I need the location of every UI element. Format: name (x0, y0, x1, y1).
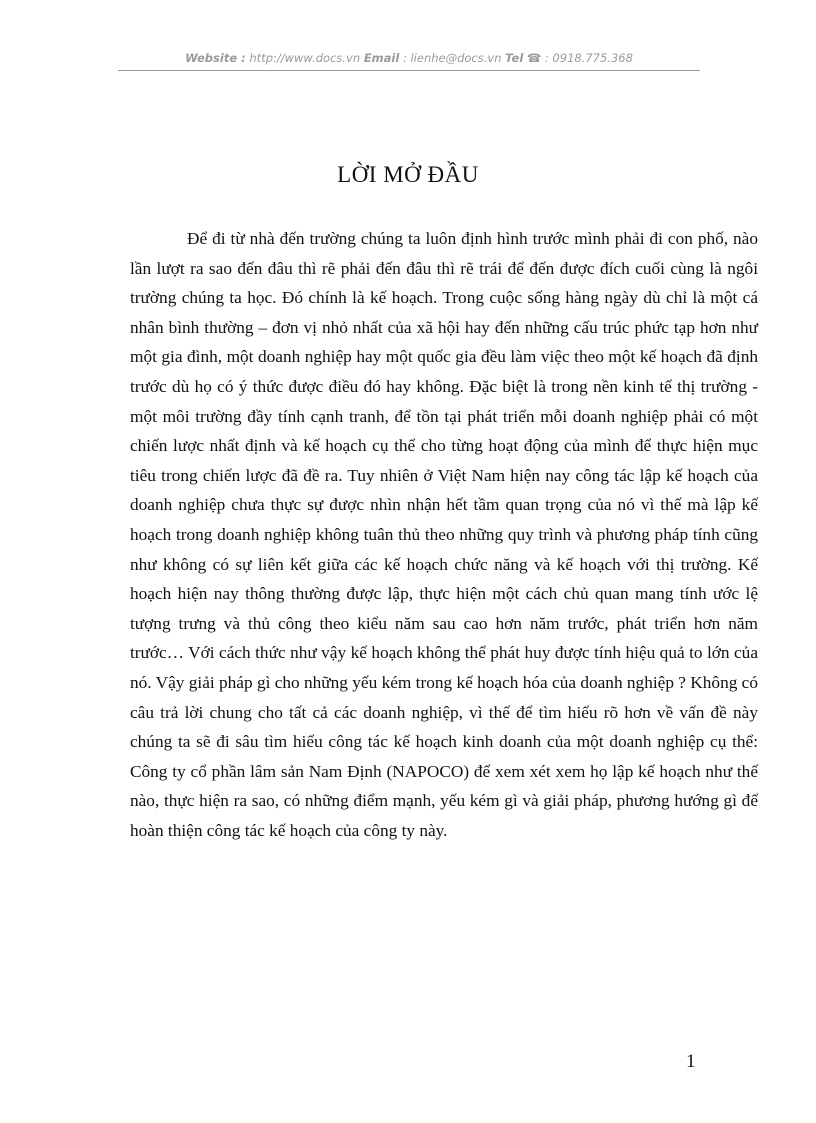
page-header (120, 51, 698, 65)
body-paragraph: Để đi từ nhà đến trường chúng ta luôn định hình trước mình phải đi con phố, nào lần lượt ra sao đến đâu thì rẽ phải đến đâu thì rẽ trái để đến được đích cuối cùng là ngôi trường chúng ta học. Đó chính là kế hoạch. Trong cuộc sống hàng ngày dù chỉ là một cá nhân bình thường – đơn vị nhỏ nhất của xã hội hay đến những cấu trúc phức tạp hơn như một gia đình, một doanh nghiệp hay một quốc gia đều làm việc theo một kế hoạch đã định trước dù họ có ý thức được điều đó hay không. Đặc biệt là trong nền kinh tế thị trường - một môi trường đầy tính cạnh tranh, để tồn tại phát triển mỗi doanh nghiệp phải có một chiến lược nhất định và kế hoạch cụ thể cho từng hoạt động của mình để thực hiện mục tiêu trong chiến lược đã đề ra. Tuy nhiên ở Việt Nam hiện nay công tác lập kế hoạch của doanh nghiệp chưa thực sự được nhìn nhận hết tầm quan trọng của nó vì thế mà lập kế hoạch trong doanh nghiệp không tuân thủ theo những quy trình và phương pháp tính cũng như không có sự liên kết giữa các kế hoạch chức năng và kế hoạch với thị trường. Kế hoạch hiện nay thông thường được lập, thực hiện một cách chủ quan mang tính ước lệ tượng trưng và thủ công theo kiểu năm sau cao hơn năm trước, phát triển hơn năm trước… Với cách thức như vậy kế hoạch không thể phát huy được tính hiệu quả to lớn của nó. Vậy giải pháp gì cho những yếu kém trong kế hoạch hóa của doanh nghiệp ? Không có câu trả lời chung cho tất cả các doanh nghiệp, vì thế để tìm hiểu rõ hơn về vấn đề này chúng ta sẽ đi sâu tìm hiểu công tác kế hoạch kinh doanh của một doanh nghiệp cụ thể: Công ty cổ phần lâm sản Nam Định (NAPOCO) để xem xét xem họ lập kế hoạch như thế nào, thực hiện ra sao, có những điểm mạnh, yếu kém gì và giải pháp, phương hướng gì để hoàn thiện công tác kế hoạch của công ty này. (130, 229, 758, 840)
header-divider (118, 70, 700, 71)
tel-value: ☎ : 0918.775.368 (523, 51, 633, 65)
website-label: Website : (185, 51, 246, 65)
page-number: 1 (686, 1051, 696, 1072)
email-value: : lienhe@docs.vn (399, 51, 506, 65)
document-title: LỜI MỞ ĐẦU (337, 162, 479, 187)
website-value: http://www.docs.vn (245, 51, 364, 65)
tel-label: Tel (505, 51, 524, 65)
email-label: Email (363, 51, 400, 65)
